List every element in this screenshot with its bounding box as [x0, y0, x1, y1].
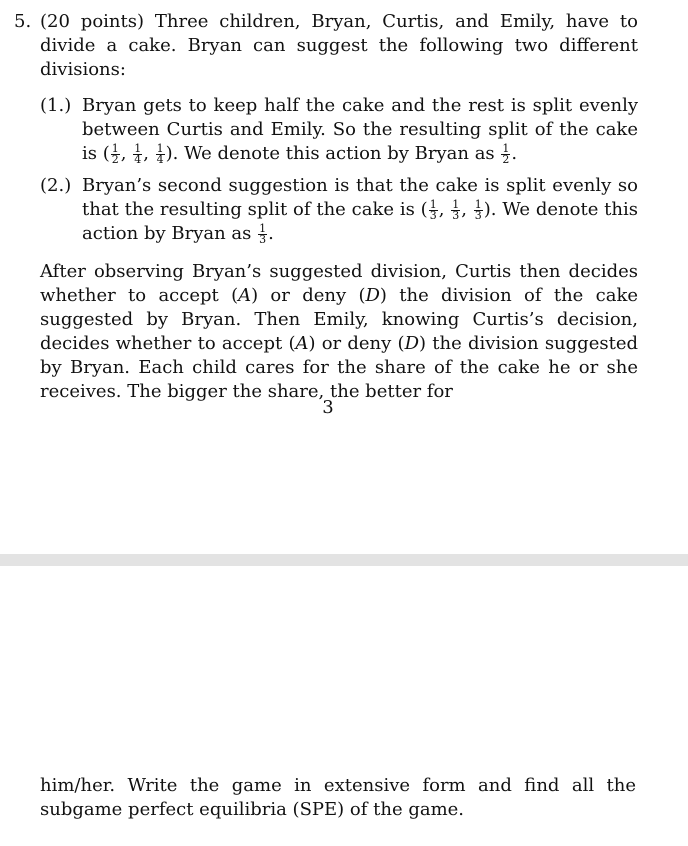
fraction: $\frac{1}{3}$	[429, 197, 437, 222]
problem-number: 5.	[14, 11, 32, 32]
problem-5	[14, 10, 638, 418]
item-label: (2.)	[40, 175, 72, 196]
page-separator	[0, 554, 688, 566]
page-2	[0, 566, 688, 846]
fraction: $\frac{1}{3}$	[259, 221, 267, 246]
fraction: $\frac{1}{4}$	[156, 141, 164, 166]
fraction: $\frac{1}{2}$	[502, 141, 510, 166]
page-number: 3	[322, 397, 334, 418]
continued-text: him/her. Write the game in extensive form and find all the subgame perfect equilibria (SPE) of the game.	[40, 775, 636, 820]
item-text: Bryan’s second suggestion is that the cake is split evenly so that the resulting split of the cake is ( $\frac{1}{3}$ , $\frac{1}{3}$ , $\frac{1}{3}$ ). We denote this action by Bryan as $\frac{1}{3}$ .	[82, 175, 638, 246]
game-description: After observing Bryan’s suggested division, Curtis then decides whether to accept (A) or deny (D) the division of the cake suggested by Bryan. Then Emily, knowing Curtis’s decision, decides whether to accept (A) or deny (D) the division suggested by Bryan. Each child cares for the share of the cake he or she receives. The bigger the share, the better for	[40, 261, 638, 402]
list-item	[40, 174, 638, 246]
item-text: Bryan gets to keep half the cake and the rest is split evenly between Curtis and Emily. So the resulting split of the cake is ( $\frac{1}{2}$ , $\frac{1}{4}$ , $\frac{1}{4}$ ). We denote this action by Bryan as $\frac{1}{2}$ .	[82, 95, 638, 166]
item-label: (1.)	[40, 95, 72, 116]
division-list	[40, 94, 638, 246]
list-item	[40, 94, 638, 166]
fraction: $\frac{1}{3}$	[474, 197, 482, 222]
fraction: $\frac{1}{3}$	[452, 197, 460, 222]
fraction: $\frac{1}{4}$	[134, 141, 142, 166]
problem-intro: (20 points) Three children, Bryan, Curtis, and Emily, have to divide a cake. Bryan can suggest the following two different divisions:	[40, 11, 638, 80]
fraction: $\frac{1}{2}$	[111, 141, 119, 166]
